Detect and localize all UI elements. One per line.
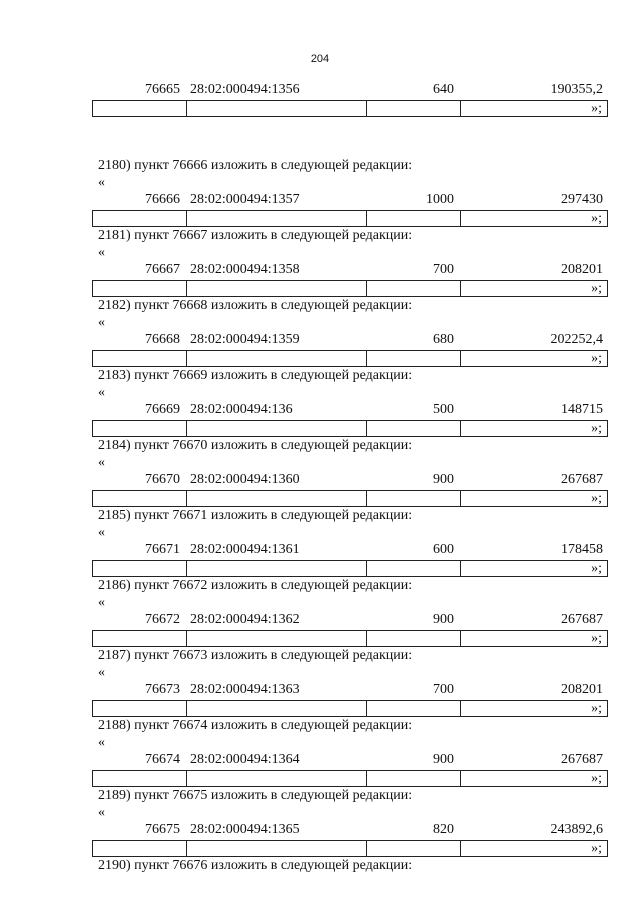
cost-value: 208201 [561,262,603,277]
cost-value: 190355,2 [550,82,603,97]
closing-quote: »; [591,701,602,716]
paragraph-heading: 2184) пункт 76670 изложить в следующей редакции: [98,438,413,453]
cost-value: 267687 [561,612,603,627]
amendment-entry [0,400,640,506]
closing-quote: »; [591,561,602,576]
amendment-entry [0,330,640,436]
closing-quote: »; [591,281,602,296]
closing-quote: »; [591,491,602,506]
area-value: 500 [433,402,454,417]
row-number: 76671 [145,542,180,557]
cell-divider [366,101,367,116]
opening-quote: « [98,665,105,680]
row-number: 76668 [145,332,180,347]
area-value: 1000 [426,192,454,207]
amendment-entry [0,260,640,366]
cadastral-number: 28:02:000494:1364 [190,752,300,767]
row-number: 76670 [145,472,180,487]
cell-divider [186,101,187,116]
opening-quote: « [98,245,105,260]
paragraph-heading: 2190) пункт 76676 изложить в следующей редакции: [98,858,413,873]
paragraph-heading: 2183) пункт 76669 изложить в следующей редакции: [98,368,413,383]
closing-quote: »; [591,351,602,366]
closing-quote: »; [591,421,602,436]
cell-divider [366,841,367,856]
paragraph-heading: 2188) пункт 76674 изложить в следующей редакции: [98,718,413,733]
paragraph-heading: 2180) пункт 76666 изложить в следующей редакции: [98,158,413,173]
table-row [92,100,608,117]
row-number: 76673 [145,682,180,697]
paragraph-heading: 2185) пункт 76671 изложить в следующей редакции: [98,508,413,523]
cost-value: 148715 [561,402,603,417]
amendment-entry [0,820,640,873]
cell-divider [460,101,461,116]
row-number: 76672 [145,612,180,627]
amendment-entry [0,470,640,576]
closing-quote: »; [591,211,602,226]
cell-divider [460,841,461,856]
cost-value: 202252,4 [550,332,603,347]
document-body [0,80,640,873]
paragraph-heading: 2186) пункт 76672 изложить в следующей редакции: [98,578,413,593]
cadastral-number: 28:02:000494:1365 [190,822,300,837]
paragraph-heading: 2189) пункт 76675 изложить в следующей редакции: [98,788,413,803]
cadastral-number: 28:02:000494:1360 [190,472,300,487]
closing-quote: »; [591,771,602,786]
area-value: 700 [433,262,454,277]
opening-quote: « [98,385,105,400]
cadastral-number: 28:02:000494:1358 [190,262,300,277]
opening-quote: « [98,455,105,470]
cadastral-number: 28:02:000494:136 [190,402,293,417]
opening-quote: « [98,525,105,540]
page-number: 204 [310,53,330,65]
amendment-entry [0,540,640,646]
cadastral-number: 28:02:000494:1356 [190,82,300,97]
opening-quote: « [98,805,105,820]
amendment-entry [0,80,640,120]
paragraph-heading: 2181) пункт 76667 изложить в следующей редакции: [98,228,413,243]
cost-value: 297430 [561,192,603,207]
cost-value: 267687 [561,752,603,767]
row-number: 76674 [145,752,180,767]
row-number: 76667 [145,262,180,277]
cost-value: 208201 [561,682,603,697]
closing-quote: »; [591,101,602,116]
amendment-entry [0,750,640,856]
amendment-entry [0,610,640,716]
area-value: 900 [433,612,454,627]
cadastral-number: 28:02:000494:1357 [190,192,300,207]
area-value: 600 [433,542,454,557]
cadastral-number: 28:02:000494:1359 [190,332,300,347]
amendment-entry [0,120,640,226]
area-value: 640 [433,82,454,97]
row-number: 76666 [145,192,180,207]
paragraph-heading: 2182) пункт 76668 изложить в следующей редакции: [98,298,413,313]
row-number: 76665 [145,82,180,97]
area-value: 900 [433,752,454,767]
cost-value: 267687 [561,472,603,487]
table-row [92,840,608,857]
opening-quote: « [98,315,105,330]
area-value: 680 [433,332,454,347]
cadastral-number: 28:02:000494:1361 [190,542,300,557]
amendment-entry [0,190,640,296]
paragraph-heading: 2187) пункт 76673 изложить в следующей редакции: [98,648,413,663]
closing-quote: »; [591,841,602,856]
cost-value: 243892,6 [550,822,603,837]
cell-divider [186,841,187,856]
cadastral-number: 28:02:000494:1362 [190,612,300,627]
row-number: 76669 [145,402,180,417]
area-value: 900 [433,472,454,487]
amendment-entry [0,680,640,786]
cost-value: 178458 [561,542,603,557]
opening-quote: « [98,175,105,190]
opening-quote: « [98,595,105,610]
row-number: 76675 [145,822,180,837]
opening-quote: « [98,735,105,750]
closing-quote: »; [591,631,602,646]
area-value: 820 [433,822,454,837]
area-value: 700 [433,682,454,697]
cadastral-number: 28:02:000494:1363 [190,682,300,697]
